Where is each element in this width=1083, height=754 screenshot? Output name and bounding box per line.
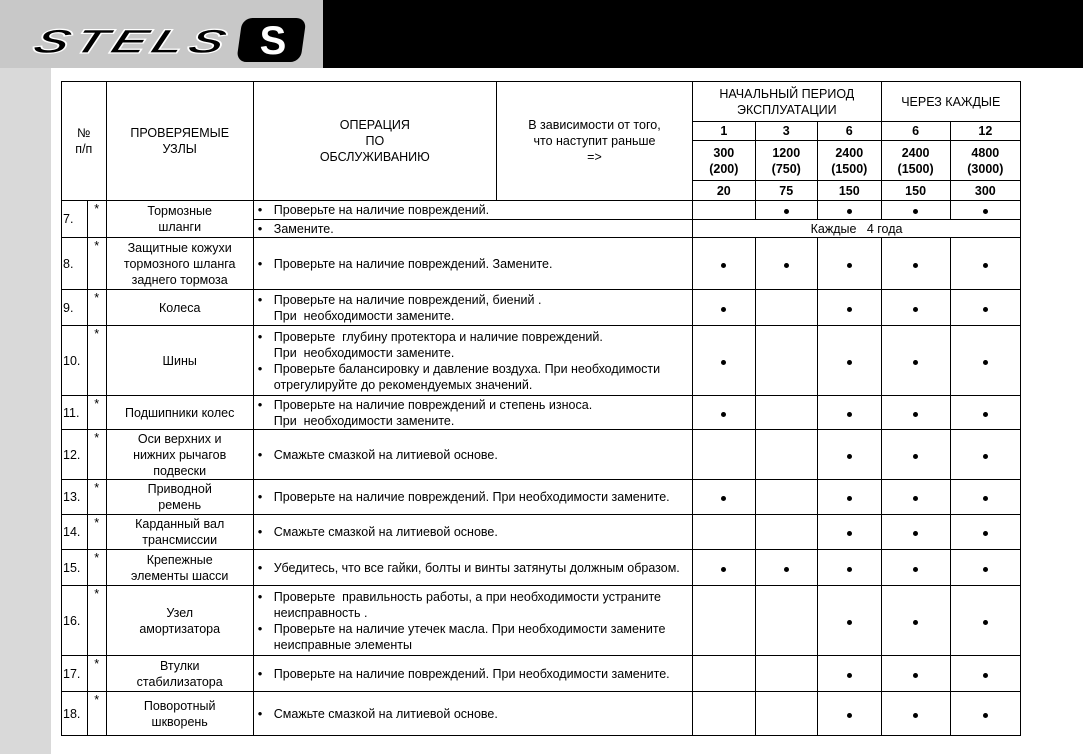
check-dot-icon: [983, 454, 988, 459]
check-dot-icon: [847, 454, 852, 459]
operation-list: [256, 221, 690, 237]
row-ops: [253, 290, 692, 326]
row-mark: [950, 515, 1020, 550]
row-mark: [950, 430, 1020, 480]
row-star: *: [87, 238, 106, 290]
row-ops: [253, 656, 692, 692]
row-star: *: [87, 515, 106, 550]
row-mark: [817, 550, 881, 586]
row-mark: [817, 326, 881, 396]
row-star: *: [87, 480, 106, 515]
operation-list: [256, 397, 690, 429]
row-mark: [755, 238, 817, 290]
row-ops: [253, 220, 692, 238]
operation-line: • Замените.: [256, 221, 690, 237]
table-row: [62, 290, 1021, 326]
km-5: 4800 (3000): [950, 141, 1020, 181]
row-mark: [881, 515, 950, 550]
row-mark: [881, 480, 950, 515]
row-star: *: [87, 201, 106, 238]
hours-1: 20: [693, 181, 755, 201]
check-dot-icon: [847, 412, 852, 417]
check-dot-icon: [721, 360, 726, 365]
operation-line: • Смажьте смазкой на литиевой основе.: [256, 524, 690, 540]
row-star: *: [87, 550, 106, 586]
row-ops: [253, 201, 692, 220]
row-unit: Крепежные элементы шасси: [106, 550, 253, 586]
row-mark: [950, 586, 1020, 656]
row-mark: [693, 326, 755, 396]
operation-line: При необходимости замените.: [273, 413, 455, 428]
check-dot-icon: [983, 209, 988, 214]
check-dot-icon: [847, 360, 852, 365]
row-star: *: [87, 430, 106, 480]
km-1: 300 (200): [693, 141, 755, 181]
check-dot-icon: [847, 713, 852, 718]
row-mark: [755, 692, 817, 736]
row-unit: Тормозные шланги: [106, 201, 253, 238]
operation-line: отрегулируйте до рекомендуемых значений.: [273, 377, 533, 392]
row-mark: [881, 656, 950, 692]
row-mark: [881, 692, 950, 736]
check-dot-icon: [847, 263, 852, 268]
months-2: 3: [755, 122, 817, 141]
logo-wordmark: STELS: [27, 22, 167, 61]
row-ops: [253, 550, 692, 586]
operation-list: [256, 666, 690, 682]
operation-list: [256, 560, 690, 576]
check-dot-icon: [784, 263, 789, 268]
operation-list: [256, 589, 690, 653]
row-mark: [693, 550, 755, 586]
col-num-header: № п/п: [62, 82, 107, 201]
km-3: 2400 (1500): [817, 141, 881, 181]
check-dot-icon: [983, 412, 988, 417]
row-mark: [693, 515, 755, 550]
row-ops: [253, 238, 692, 290]
check-dot-icon: [847, 620, 852, 625]
row-mark: [693, 692, 755, 736]
check-dot-icon: [913, 496, 918, 501]
check-dot-icon: [847, 209, 852, 214]
row-unit: Подшипники колес: [106, 396, 253, 430]
row-mark: [881, 430, 950, 480]
operation-list: [256, 256, 690, 272]
row-mark: [817, 656, 881, 692]
table-row: [62, 480, 1021, 515]
row-num: 7.: [62, 201, 88, 238]
row-mark: [881, 290, 950, 326]
row-mark: [693, 238, 755, 290]
table-row: [62, 201, 1021, 220]
row-mark: [950, 290, 1020, 326]
row-mark: [881, 238, 950, 290]
check-dot-icon: [721, 263, 726, 268]
row-mark: [817, 290, 881, 326]
row-mark: [817, 430, 881, 480]
check-dot-icon: [983, 620, 988, 625]
operation-line: • Проверьте на наличие утечек масла. При необходимости замените: [256, 621, 690, 637]
row-mark: [881, 326, 950, 396]
km-2: 1200 (750): [755, 141, 817, 181]
table-row: [62, 430, 1021, 480]
row-mark: [755, 586, 817, 656]
check-dot-icon: [847, 531, 852, 536]
row-unit: Втулки стабилизатора: [106, 656, 253, 692]
row-mark: [950, 238, 1020, 290]
row-mark: [817, 515, 881, 550]
check-dot-icon: [721, 307, 726, 312]
hours-4: 150: [881, 181, 950, 201]
row-unit: Поворотный шкворень: [106, 692, 253, 736]
months-5: 12: [950, 122, 1020, 141]
check-dot-icon: [847, 307, 852, 312]
row-num: 12.: [62, 430, 88, 480]
operation-line: При необходимости замените.: [273, 308, 455, 323]
check-dot-icon: [913, 360, 918, 365]
row-mark: [950, 550, 1020, 586]
table-row: [62, 550, 1021, 586]
row-ops: [253, 396, 692, 430]
row-mark: [881, 550, 950, 586]
check-dot-icon: [784, 209, 789, 214]
row-mark: [755, 396, 817, 430]
check-dot-icon: [847, 673, 852, 678]
check-dot-icon: [983, 496, 988, 501]
months-1: 1: [693, 122, 755, 141]
table-row: [62, 656, 1021, 692]
hours-5: 300: [950, 181, 1020, 201]
operation-line: • Смажьте смазкой на литиевой основе.: [256, 706, 690, 722]
row-mark: [881, 586, 950, 656]
operation-line: • Проверьте на наличие повреждений.: [256, 202, 690, 218]
col-condition-header: В зависимости от того, что наступит раньше =>: [496, 82, 692, 201]
row-num: 16.: [62, 586, 88, 656]
row-mark: [755, 430, 817, 480]
row-mark: [817, 396, 881, 430]
row-num: 14.: [62, 515, 88, 550]
row-star: *: [87, 656, 106, 692]
logo-mark: S: [259, 19, 287, 63]
row-num: 13.: [62, 480, 88, 515]
row-mark: [693, 290, 755, 326]
row-mark: [950, 326, 1020, 396]
operation-line: неисправные элементы: [273, 637, 413, 652]
row-ops: [253, 430, 692, 480]
check-dot-icon: [913, 531, 918, 536]
row-star: *: [87, 290, 106, 326]
check-dot-icon: [913, 209, 918, 214]
check-dot-icon: [983, 673, 988, 678]
row-mark: [881, 396, 950, 430]
row-unit: Защитные кожухи тормозного шланга заднего тормоза: [106, 238, 253, 290]
operation-line: • Убедитесь, что все гайки, болты и винты затянуты должным образом.: [256, 560, 690, 576]
row-num: 15.: [62, 550, 88, 586]
table-row: [62, 396, 1021, 430]
row-mark: [693, 201, 755, 220]
operation-line: При необходимости замените.: [273, 345, 455, 360]
operation-line: • Проверьте на наличие повреждений. При необходимости замените.: [256, 666, 690, 682]
check-dot-icon: [983, 713, 988, 718]
hours-2: 75: [755, 181, 817, 201]
row-mark: [755, 480, 817, 515]
row-mark: [755, 656, 817, 692]
col-operation-header: ОПЕРАЦИЯ ПО ОБСЛУЖИВАНИЮ: [253, 82, 496, 201]
row-mark: [693, 396, 755, 430]
operation-list: [256, 706, 690, 722]
hours-3: 150: [817, 181, 881, 201]
brand-logo: [0, 0, 323, 68]
operation-list: [256, 292, 690, 324]
maintenance-schedule-table: [61, 81, 1021, 736]
check-dot-icon: [913, 263, 918, 268]
row-unit: Приводной ремень: [106, 480, 253, 515]
check-dot-icon: [983, 531, 988, 536]
row-mark: [817, 201, 881, 220]
operation-line: • Проверьте глубину протектора и наличие повреждений.: [256, 329, 690, 345]
check-dot-icon: [913, 412, 918, 417]
check-dot-icon: [847, 496, 852, 501]
row-mark: [693, 430, 755, 480]
check-dot-icon: [913, 567, 918, 572]
row-ops: [253, 326, 692, 396]
check-dot-icon: [721, 567, 726, 572]
row-star: *: [87, 586, 106, 656]
km-4: 2400 (1500): [881, 141, 950, 181]
table-row: [62, 515, 1021, 550]
row-mark: [950, 201, 1020, 220]
row-mark: [881, 201, 950, 220]
check-dot-icon: [983, 567, 988, 572]
row-mark: [755, 201, 817, 220]
operation-list: [256, 489, 690, 505]
check-dot-icon: [913, 673, 918, 678]
row-unit: Колеса: [106, 290, 253, 326]
row-ops: [253, 515, 692, 550]
row-mark: [755, 515, 817, 550]
row-ops: [253, 480, 692, 515]
check-dot-icon: [983, 307, 988, 312]
every-period-header: ЧЕРЕЗ КАЖДЫЕ: [881, 82, 1020, 122]
operation-line: • Проверьте на наличие повреждений. Замените.: [256, 256, 690, 272]
operation-line: неисправность .: [273, 605, 368, 620]
row-mark: [817, 692, 881, 736]
row-mark: [950, 692, 1020, 736]
row-num: 9.: [62, 290, 88, 326]
row-num: 10.: [62, 326, 88, 396]
check-dot-icon: [784, 567, 789, 572]
row-mark: [950, 480, 1020, 515]
header-row-periods: [62, 82, 1021, 122]
check-dot-icon: [721, 412, 726, 417]
stels-logo-icon: [0, 0, 323, 68]
row-ops: [253, 692, 692, 736]
operation-line: • Проверьте на наличие повреждений, биений .: [256, 292, 690, 308]
row-num: 18.: [62, 692, 88, 736]
row-unit: Оси верхних и нижних рычагов подвески: [106, 430, 253, 480]
row-mark: [755, 290, 817, 326]
operation-list: [256, 524, 690, 540]
operation-line: • Проверьте правильность работы, а при необходимости устраните: [256, 589, 690, 605]
table-row: [62, 326, 1021, 396]
check-dot-icon: [913, 713, 918, 718]
check-dot-icon: [913, 620, 918, 625]
operation-list: [256, 329, 690, 393]
operation-list: [256, 447, 690, 463]
operation-line: • Проверьте на наличие повреждений и степень износа.: [256, 397, 690, 413]
row-ops: [253, 586, 692, 656]
table-row: [62, 238, 1021, 290]
months-4: 6: [881, 122, 950, 141]
row-star: *: [87, 326, 106, 396]
table-row: [62, 586, 1021, 656]
row-unit: Шины: [106, 326, 253, 396]
operation-line: • Проверьте на наличие повреждений. При необходимости замените.: [256, 489, 690, 505]
check-dot-icon: [983, 263, 988, 268]
row-unit: Карданный вал трансмиссии: [106, 515, 253, 550]
row-mark: [817, 480, 881, 515]
row-mark: [693, 656, 755, 692]
row-star: *: [87, 692, 106, 736]
row-star: *: [87, 396, 106, 430]
row-num: 11.: [62, 396, 88, 430]
operation-list: [256, 202, 690, 218]
row-mark: [755, 326, 817, 396]
table-row: [62, 692, 1021, 736]
col-units-header: ПРОВЕРЯЕМЫЕ УЗЛЫ: [106, 82, 253, 201]
row-mark: [950, 656, 1020, 692]
row-mark: [693, 480, 755, 515]
check-dot-icon: [913, 454, 918, 459]
check-dot-icon: [721, 496, 726, 501]
row-mark: [693, 586, 755, 656]
row-note: [693, 220, 1021, 238]
initial-period-header: НАЧАЛЬНЫЙ ПЕРИОД ЭКСПЛУАТАЦИИ: [693, 82, 881, 122]
operation-line: • Проверьте балансировку и давление воздуха. При необходимости: [256, 361, 690, 377]
row-mark: [755, 550, 817, 586]
row-mark: [817, 586, 881, 656]
row-unit: Узел амортизатора: [106, 586, 253, 656]
check-dot-icon: [847, 567, 852, 572]
row-num: 17.: [62, 656, 88, 692]
months-3: 6: [817, 122, 881, 141]
check-dot-icon: [913, 307, 918, 312]
row-mark: [817, 238, 881, 290]
row-note-text: Каждые 4 года: [810, 221, 903, 236]
row-mark: [950, 396, 1020, 430]
row-num: 8.: [62, 238, 88, 290]
check-dot-icon: [983, 360, 988, 365]
operation-line: • Смажьте смазкой на литиевой основе.: [256, 447, 690, 463]
